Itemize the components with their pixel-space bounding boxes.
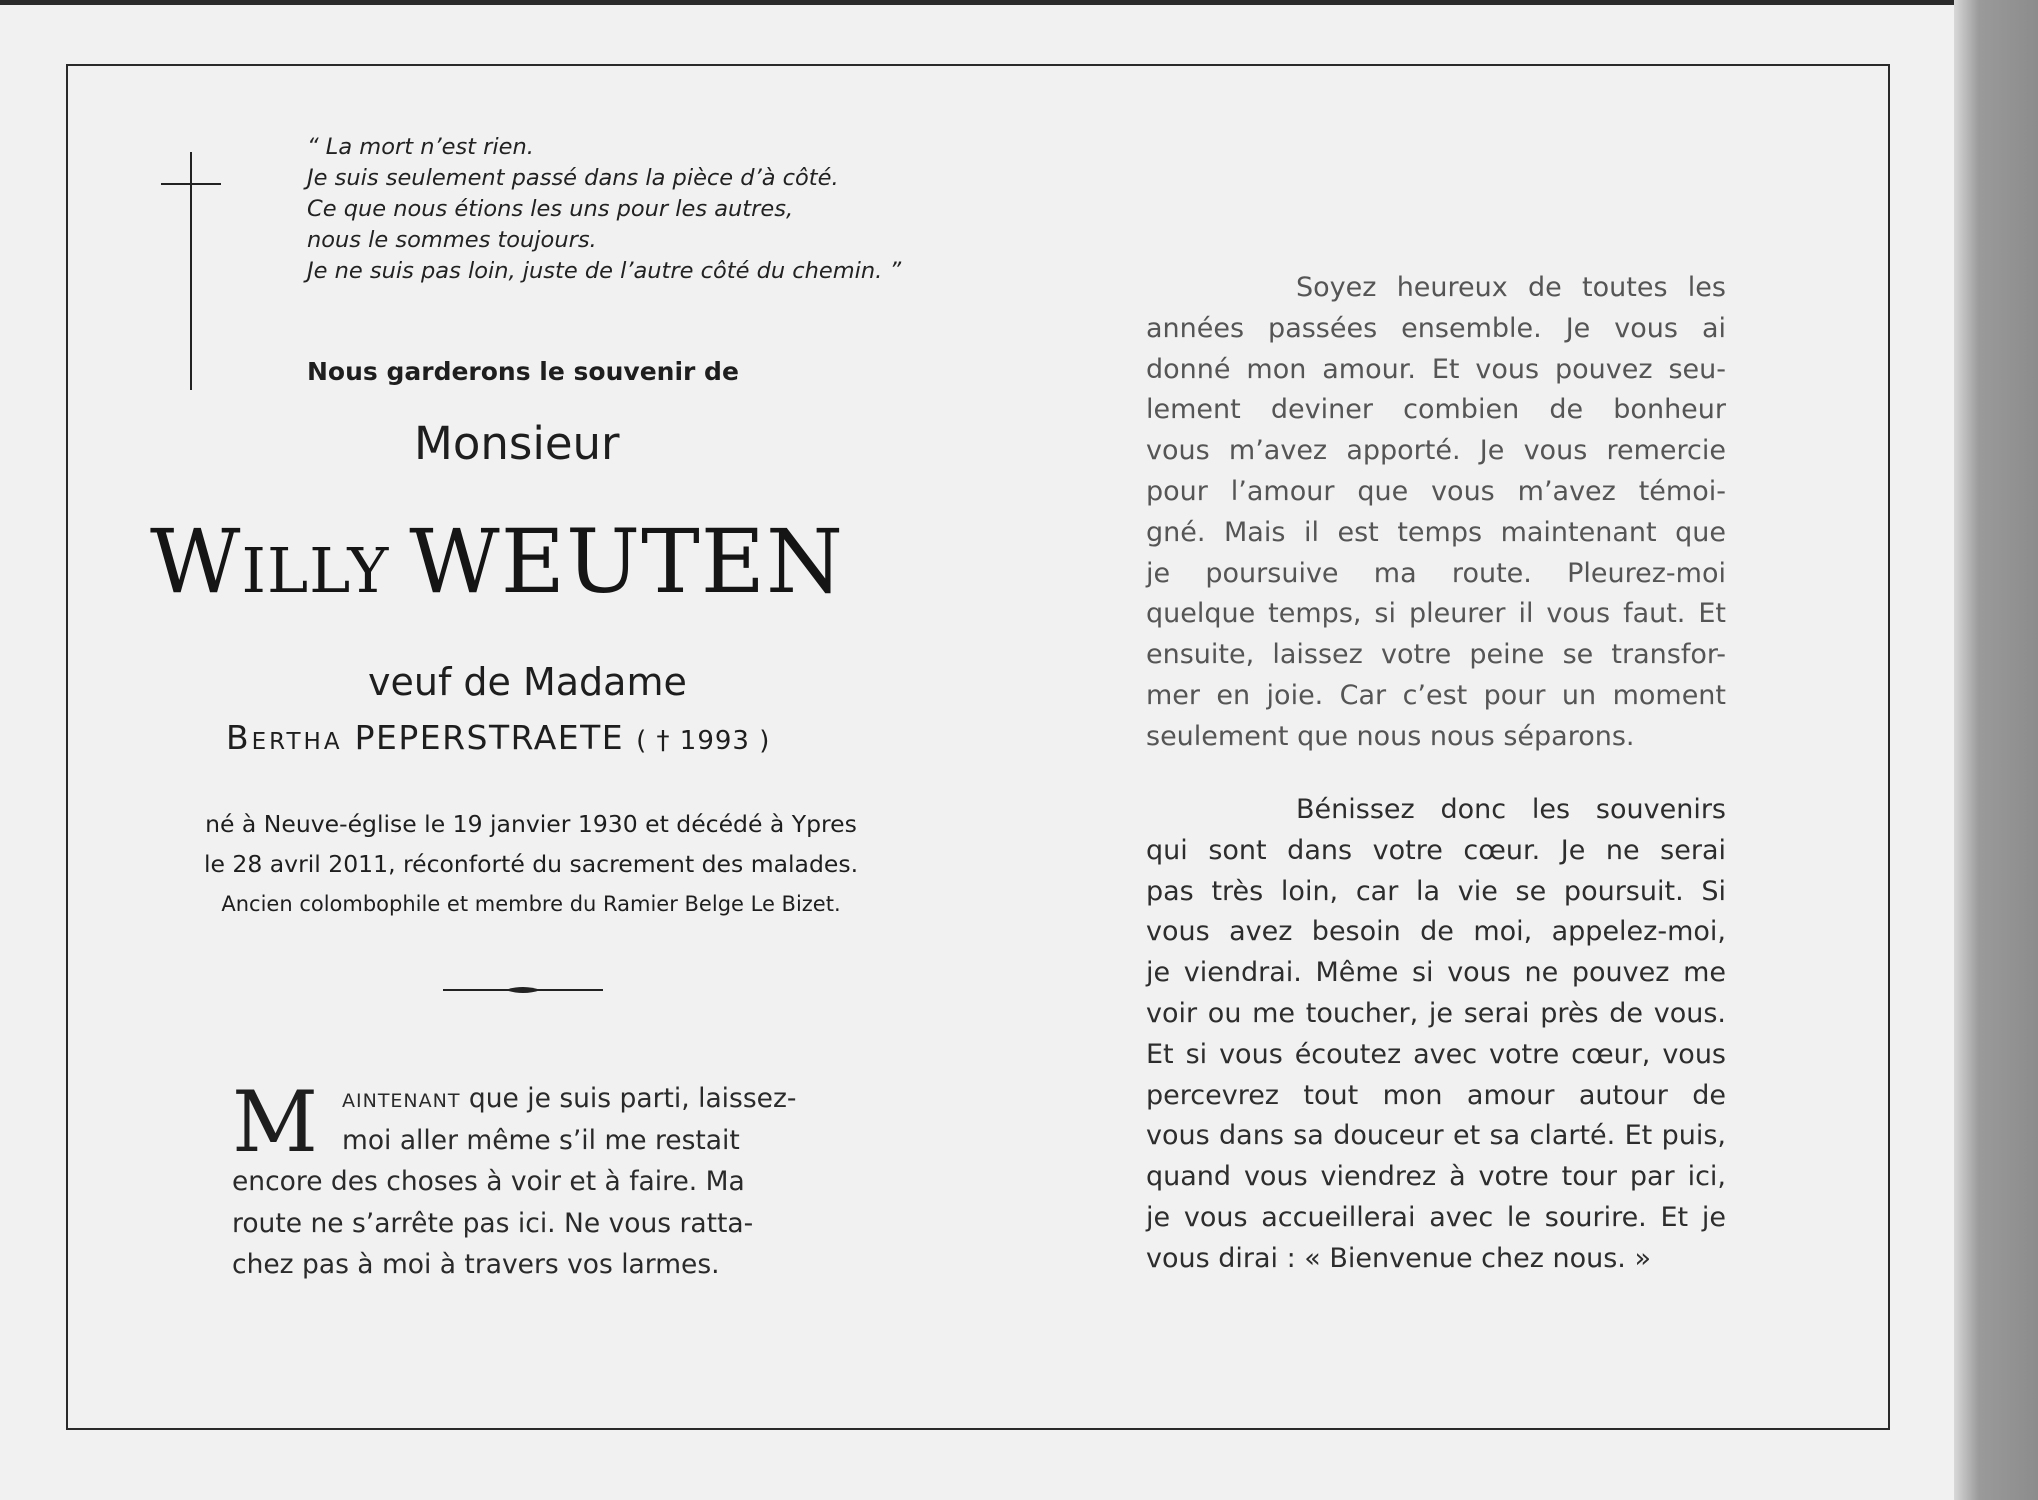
text-line: qui sont dans votre cœur. Je ne serai bbox=[1146, 834, 1726, 866]
bio-line: Ancien colombophile et membre du Ramier Belge Le Bizet. bbox=[221, 892, 841, 916]
text-line: je vous accueillerai avec le sourire. Et je bbox=[1146, 1201, 1726, 1233]
opening-quote bbox=[307, 132, 927, 287]
text-line: route ne s’arrête pas ici. Ne vous ratta- bbox=[232, 1207, 754, 1239]
bio-line: né à Neuve-église le 19 janvier 1930 et décédé à Ypres bbox=[205, 810, 857, 838]
drop-cap: M bbox=[232, 1073, 319, 1171]
bio-line: le 28 avril 2011, réconforté du sacrement des malades. bbox=[203, 850, 859, 878]
spouse-name bbox=[226, 718, 770, 757]
quote-line: Je suis seulement passé dans la pièce d’à côté. bbox=[307, 165, 839, 191]
honorific: Monsieur bbox=[414, 417, 620, 470]
farewell-paragraph-1 bbox=[1146, 268, 1726, 758]
farewell-paragraph-2 bbox=[1146, 790, 1726, 1280]
souvenir-heading: Nous garderons le souvenir de bbox=[307, 357, 739, 386]
farewell-text-left bbox=[232, 1073, 812, 1286]
deceased-name bbox=[150, 512, 910, 612]
biography bbox=[186, 804, 876, 924]
spouse-last-name: PEPERSTRAETE bbox=[354, 718, 625, 757]
text-line: mer en joie. Car c’est pour un moment bbox=[1146, 679, 1726, 711]
text-line: vous avez besoin de moi, appelez-moi, bbox=[1146, 916, 1726, 948]
text-line: années passées ensemble. Je vous ai bbox=[1146, 312, 1726, 344]
quote-line: nous le sommes toujours. bbox=[307, 227, 597, 253]
quote-line: “ La mort n’est rien. bbox=[307, 134, 534, 160]
text-line: quand vous viendrez à votre tour par ici, bbox=[1146, 1161, 1726, 1193]
text-line: encore des choses à voir et à faire. Ma bbox=[232, 1166, 745, 1197]
text-line: quelque temps, si pleurer il vous faut. Et bbox=[1146, 598, 1726, 630]
cross-icon-bar bbox=[161, 183, 221, 185]
divider-ornament-icon bbox=[443, 983, 603, 997]
text-line: moi aller même s’il me restait bbox=[342, 1124, 740, 1156]
lead-word: aintenant bbox=[342, 1083, 461, 1114]
text-line bbox=[232, 1078, 812, 1120]
text-line: vous m’avez apporté. Je vous remercie bbox=[1146, 435, 1726, 467]
quote-line: Ce que nous étions les uns pour les autres, bbox=[307, 196, 794, 222]
top-edge-line bbox=[0, 0, 1960, 5]
text-line: pour l’amour que vous m’avez témoi- bbox=[1146, 475, 1726, 507]
first-name: Willy bbox=[150, 510, 390, 613]
text-fragment: que je suis parti, laissez- bbox=[460, 1083, 797, 1114]
spouse-intro: veuf de Madame bbox=[368, 660, 687, 704]
cross-icon bbox=[190, 152, 192, 390]
text-line: ensuite, laissez votre peine se transfor- bbox=[1146, 639, 1726, 671]
text-line: vous dans sa douceur et sa clarté. Et puis, bbox=[1146, 1120, 1726, 1152]
text-line: pas très loin, car la vie se poursuit. Si bbox=[1146, 875, 1726, 907]
text-line: Soyez heureux de toutes les bbox=[1296, 272, 1726, 303]
spouse-first-name: Bertha bbox=[226, 718, 343, 757]
quote-line: Je ne suis pas loin, juste de l’autre côté du chemin. ” bbox=[307, 258, 902, 284]
text-line: Et si vous écoutez avec votre cœur, vous bbox=[1146, 1038, 1726, 1070]
text-line: je poursuive ma route. Pleurez-moi bbox=[1146, 557, 1726, 589]
scan-edge-shadow bbox=[1954, 0, 2038, 1500]
text-line: gné. Mais il est temps maintenant que bbox=[1146, 516, 1726, 548]
text-line: voir ou me toucher, je serai près de vous. bbox=[1146, 997, 1726, 1029]
text-line: percevrez tout mon amour autour de bbox=[1146, 1079, 1726, 1111]
text-line: donné mon amour. Et vous pouvez seu- bbox=[1146, 353, 1726, 385]
text-line: vous dirai : « Bienvenue chez nous. » bbox=[1146, 1242, 1651, 1274]
text-line: lement deviner combien de bonheur bbox=[1146, 394, 1726, 426]
text-line: chez pas à moi à travers vos larmes. bbox=[232, 1249, 720, 1280]
text-line: je viendrai. Même si vous ne pouvez me bbox=[1146, 957, 1726, 989]
text-line: seulement que nous nous séparons. bbox=[1146, 720, 1635, 752]
last-name: WEUTEN bbox=[409, 510, 845, 613]
text-line: Bénissez donc les souvenirs bbox=[1296, 794, 1726, 825]
spouse-death-year: ( † 1993 ) bbox=[636, 726, 771, 756]
